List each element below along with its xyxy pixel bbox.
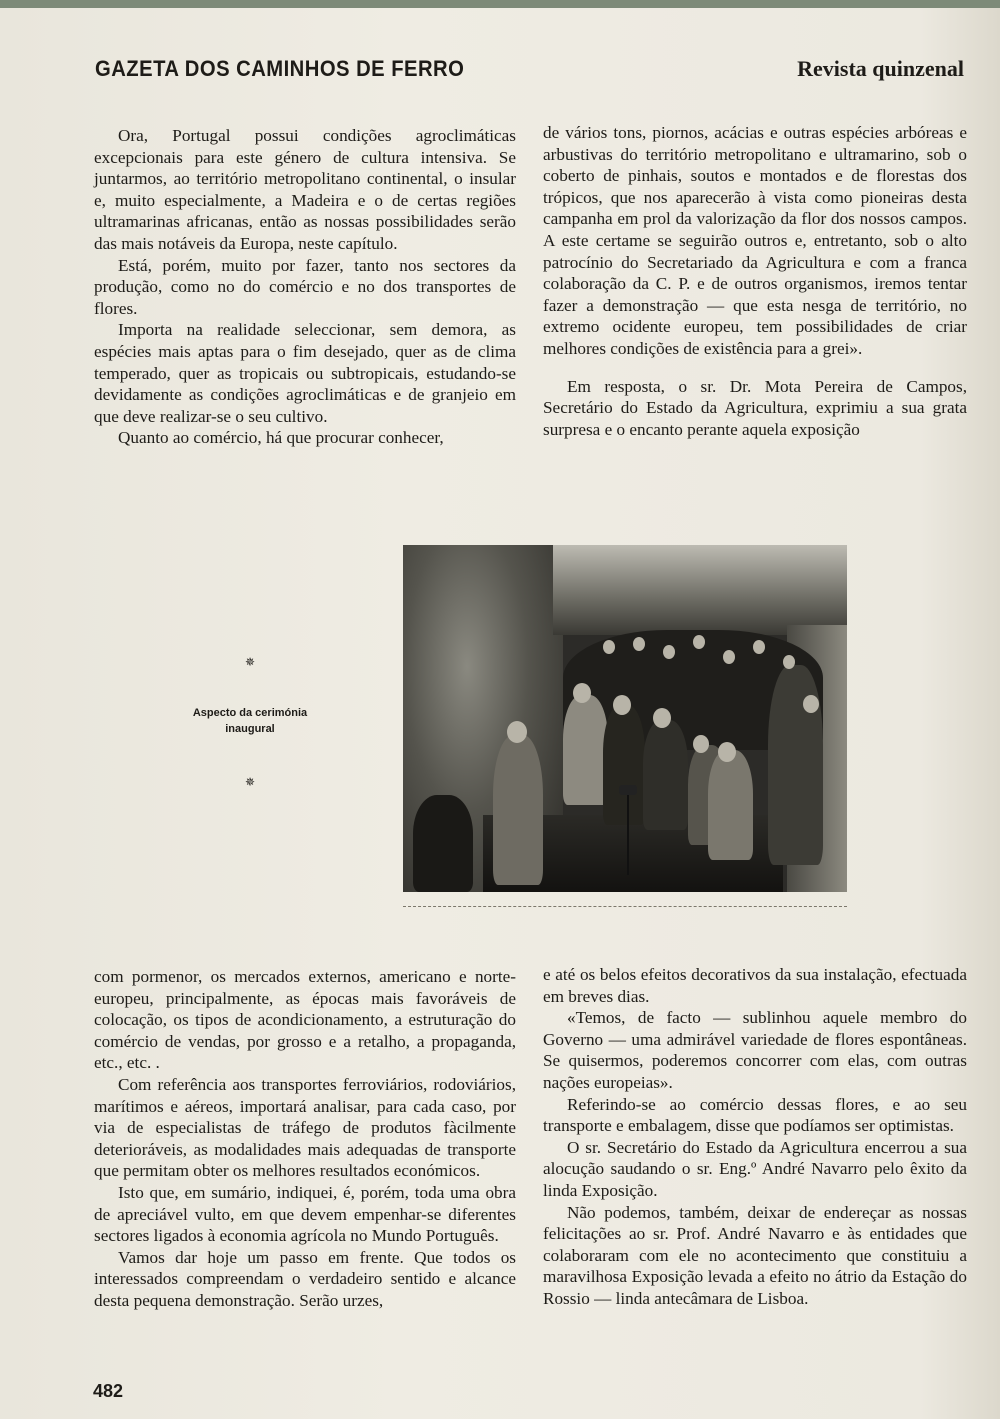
page-number: 482	[93, 1381, 124, 1401]
photo-caption: Aspecto da cerimónia inaugural	[192, 707, 308, 735]
ornament-icon: ✵	[244, 655, 256, 669]
paragraph: Com referência aos transportes ferroviários, rodoviários, marítimos e aéreos, importará analisar, para cada caso, por via de especialistas de tráfego de produtos fàcilmente deterioráveis, as modalidades mais adequadas de transporte que permitam obter os melhores resultados económicos.	[94, 1074, 516, 1181]
paragraph: e até os belos efeitos decorativos da sua instalação, efectuada em breves dias.	[543, 965, 967, 1006]
paragraph: Importa na realidade seleccionar, sem demora, as espécies mais aptas para o fim desejado, quer as de clima temperado, quer as tropicais ou subtropicais, estudando-se devidamente as condições agroclimáticas e de granjeio em que deve realizar-se o seu cultivo.	[94, 320, 516, 426]
paragraph: Referindo-se ao comércio dessas flores, e ao seu transporte e embalagem, disse que podíamos ser optimistas.	[543, 1094, 967, 1136]
paragraph: de vários tons, piornos, acácias e outras espécies arbóreas e arbustivas do território metropolitano e ultramarino, sob o coberto de pinhais, soutos e montados e de florestas dos trópicos, que nos aparecerão à vista como pioneiras desta campanha em prol da valorização da flor dos nossos campos. A este certame se seguirão outros e, entretanto, sob o alto patrocínio do Secretariado da Agricultura e com a franca colaboração da C. P. e de outros organismos, iremos tentar fazer a demonstração — que esta nesga de território, no extremo ocidente europeu, tem possibilidades de criar melhores condições de existência para a grei».	[543, 123, 967, 358]
paragraph: Vamos dar hoje um passo em frente. Que todos os interessados compreendam o verdadeiro sentido e alcance desta pequena demonstração. Serão urzes,	[94, 1247, 516, 1310]
page-top-edge	[0, 0, 1000, 8]
text-column-lower-right	[543, 964, 967, 1310]
ceremony-photo	[403, 545, 847, 892]
paragraph: Ora, Portugal possui condições agroclimáticas excepcionais para este género de cultura intensiva. Se juntarmos, ao território metropolitano continental, o insular e, muito especialmente, a Madeira e o de certas regiões ultramarinas africanas, então as nossas possibilidades serão das mais notáveis da Europa, neste capítulo.	[94, 126, 516, 253]
paragraph: Quanto ao comércio, há que procurar conhecer,	[118, 428, 444, 448]
paragraph: Não podemos, também, deixar de endereçar as nossas felicitações ao sr. Prof. André Navarro e às entidades que colaboraram com ele no acontecimento que constituiu a maravilhosa Exposição levada a efeito no átrio da Estação do Rossio — linda antecâmara de Lisboa.	[543, 1202, 967, 1308]
paragraph: Isto que, em sumário, indiquei, é, porém, toda uma obra de apreciável vulto, em que devem empenhar-se diferentes sectores ligados à economia agrícola no Mundo Português.	[94, 1182, 516, 1246]
paragraph: «Temos, de facto — sublinhou aquele membro do Governo — uma admirável variedade de flores espontâneas. Se quisermos, poderemos concorrer com elas, com outras nações europeias».	[543, 1008, 967, 1092]
publication-title: GAZETA DOS CAMINHOS DE FERRO	[95, 56, 465, 81]
paragraph: com pormenor, os mercados externos, americano e norte-europeu, principalmente, as épocas mais favoráveis de colocação, os tipos de acondicionamento, a estruturação do comércio de vendas, por grosso e a retalho, a propaganda, etc., etc. .	[94, 967, 516, 1073]
photo-underline	[403, 906, 847, 907]
text-column-upper-right	[543, 122, 967, 440]
paragraph: O sr. Secretário do Estado da Agricultura encerrou a sua alocução saudando o sr. Eng.º André Navarro pelo êxito da linda Exposição.	[543, 1137, 967, 1200]
publication-subtitle: Revista quinzenal	[797, 56, 964, 81]
text-column-upper-left	[94, 125, 516, 449]
paragraph: Em resposta, o sr. Dr. Mota Pereira de Campos, Secretário do Estado da Agricultura, exprimiu a sua grata surpresa e o encanto perante aquela exposição	[543, 376, 967, 439]
text-column-lower-left	[94, 966, 516, 1312]
paragraph: Está, porém, muito por fazer, tanto nos sectores da produção, como no do comércio e no dos transportes de flores.	[94, 255, 516, 318]
ornament-icon: ✵	[244, 775, 256, 789]
